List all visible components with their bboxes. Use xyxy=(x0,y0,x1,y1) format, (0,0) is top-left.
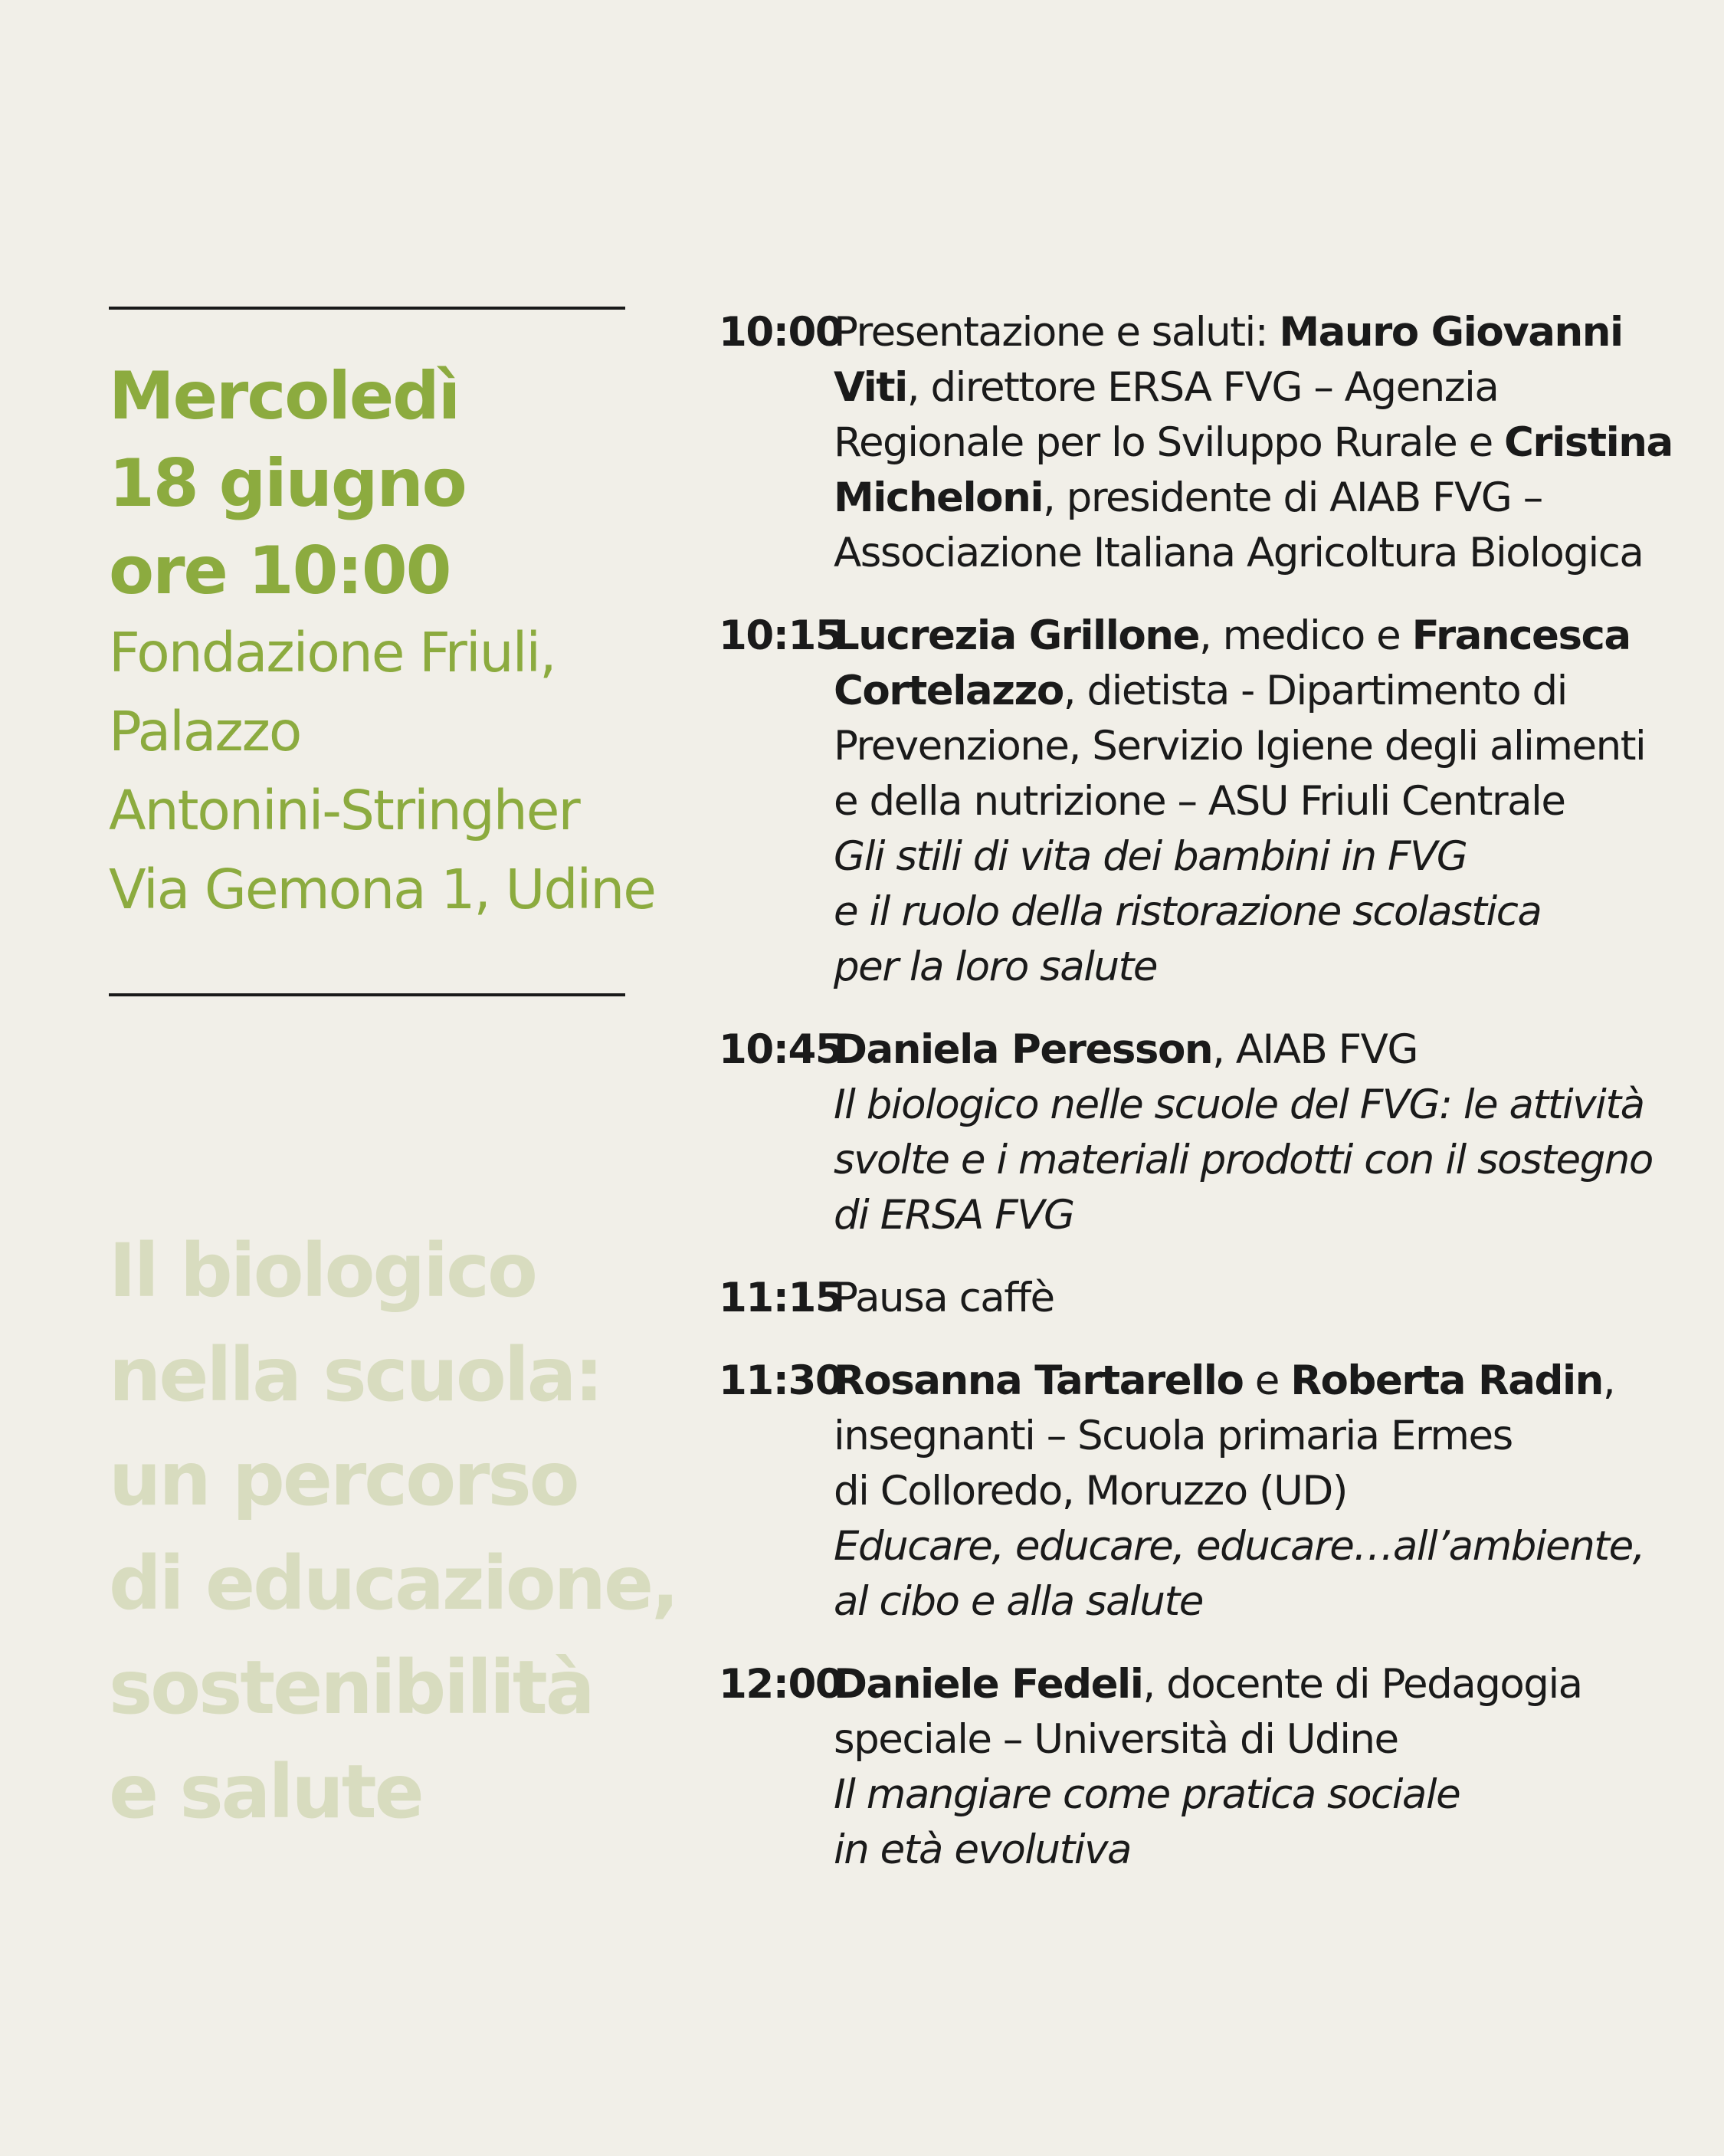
program-text: Associazione Italiana Agricoltura Biologica xyxy=(834,530,1644,576)
program-text: speciale – Università di Udine xyxy=(834,1716,1398,1763)
program-text: Pausa caffè xyxy=(834,1275,1054,1321)
event-day: Mercoledì xyxy=(109,358,460,435)
program-text: e della nutrizione – ASU Friuli Centrale xyxy=(834,778,1565,825)
program-text: Micheloni, presidente di AIAB FVG – xyxy=(834,474,1542,521)
program-text: Cortelazzo, dietista - Dipartimento di xyxy=(834,668,1567,714)
top-divider xyxy=(109,307,625,310)
venue-line: Palazzo xyxy=(109,700,301,763)
talk-title: svolte e i materiali prodotti con il sostegno xyxy=(834,1137,1653,1183)
event-title xyxy=(109,1219,677,1844)
program-item xyxy=(719,609,1707,995)
venue-address: Via Gemona 1, Udine xyxy=(109,858,655,921)
program-item xyxy=(719,1271,1707,1326)
program-item xyxy=(719,1022,1707,1243)
program-text: Daniele Fedeli, docente di Pedagogia xyxy=(834,1661,1582,1708)
program-schedule xyxy=(719,305,1707,1905)
program-item xyxy=(719,1354,1707,1629)
program-time: 11:15 xyxy=(719,1275,843,1321)
program-time: 10:00 xyxy=(719,309,843,356)
event-time: ore 10:00 xyxy=(109,533,451,609)
title-line: e salute xyxy=(109,1749,422,1835)
program-time: 10:45 xyxy=(719,1026,843,1073)
title-line: nella scuola: xyxy=(109,1332,601,1418)
talk-title: Educare, educare, educare…all’ambiente, xyxy=(834,1523,1645,1570)
program-time: 11:30 xyxy=(719,1357,843,1404)
event-date: 18 giugno xyxy=(109,445,466,522)
program-text: Prevenzione, Servizio Igiene degli alimenti xyxy=(834,723,1646,770)
title-line: sostenibilità xyxy=(109,1645,593,1731)
bottom-divider xyxy=(109,993,625,996)
program-time: 10:15 xyxy=(719,612,843,659)
talk-title: al cibo e alla salute xyxy=(834,1578,1203,1625)
talk-title: in età evolutiva xyxy=(834,1826,1131,1873)
talk-title: e il ruolo della ristorazione scolastica xyxy=(834,888,1542,935)
talk-title: Gli stili di vita dei bambini in FVG xyxy=(834,833,1467,880)
program-text: Lucrezia Grillone, medico e Francesca xyxy=(834,612,1631,659)
program-text: Presentazione e saluti: Mauro Giovanni xyxy=(834,309,1623,356)
program-text: Regionale per lo Sviluppo Rurale e Cristina xyxy=(834,419,1673,466)
program-text: insegnanti – Scuola primaria Ermes xyxy=(834,1413,1513,1459)
program-item xyxy=(719,305,1707,581)
venue-line: Fondazione Friuli, xyxy=(109,621,556,684)
program-text: Viti, direttore ERSA FVG – Agenzia xyxy=(834,364,1499,411)
program-time: 12:00 xyxy=(719,1661,843,1708)
venue-line: Antonini-Stringher xyxy=(109,779,579,842)
title-line: Il biologico xyxy=(109,1228,536,1314)
event-info xyxy=(109,353,655,930)
program-item xyxy=(719,1657,1707,1878)
program-text: Rosanna Tartarello e Roberta Radin, xyxy=(834,1357,1615,1404)
program-text: di Colloredo, Moruzzo (UD) xyxy=(834,1468,1347,1514)
talk-title: per la loro salute xyxy=(834,943,1157,990)
talk-title: Il mangiare come pratica sociale xyxy=(834,1771,1460,1818)
title-line: un percorso xyxy=(109,1436,578,1522)
title-line: di educazione, xyxy=(109,1541,677,1626)
program-text: Daniela Peresson, AIAB FVG xyxy=(834,1026,1418,1073)
talk-title: di ERSA FVG xyxy=(834,1192,1074,1239)
talk-title: Il biologico nelle scuole del FVG: le attività xyxy=(834,1081,1644,1128)
